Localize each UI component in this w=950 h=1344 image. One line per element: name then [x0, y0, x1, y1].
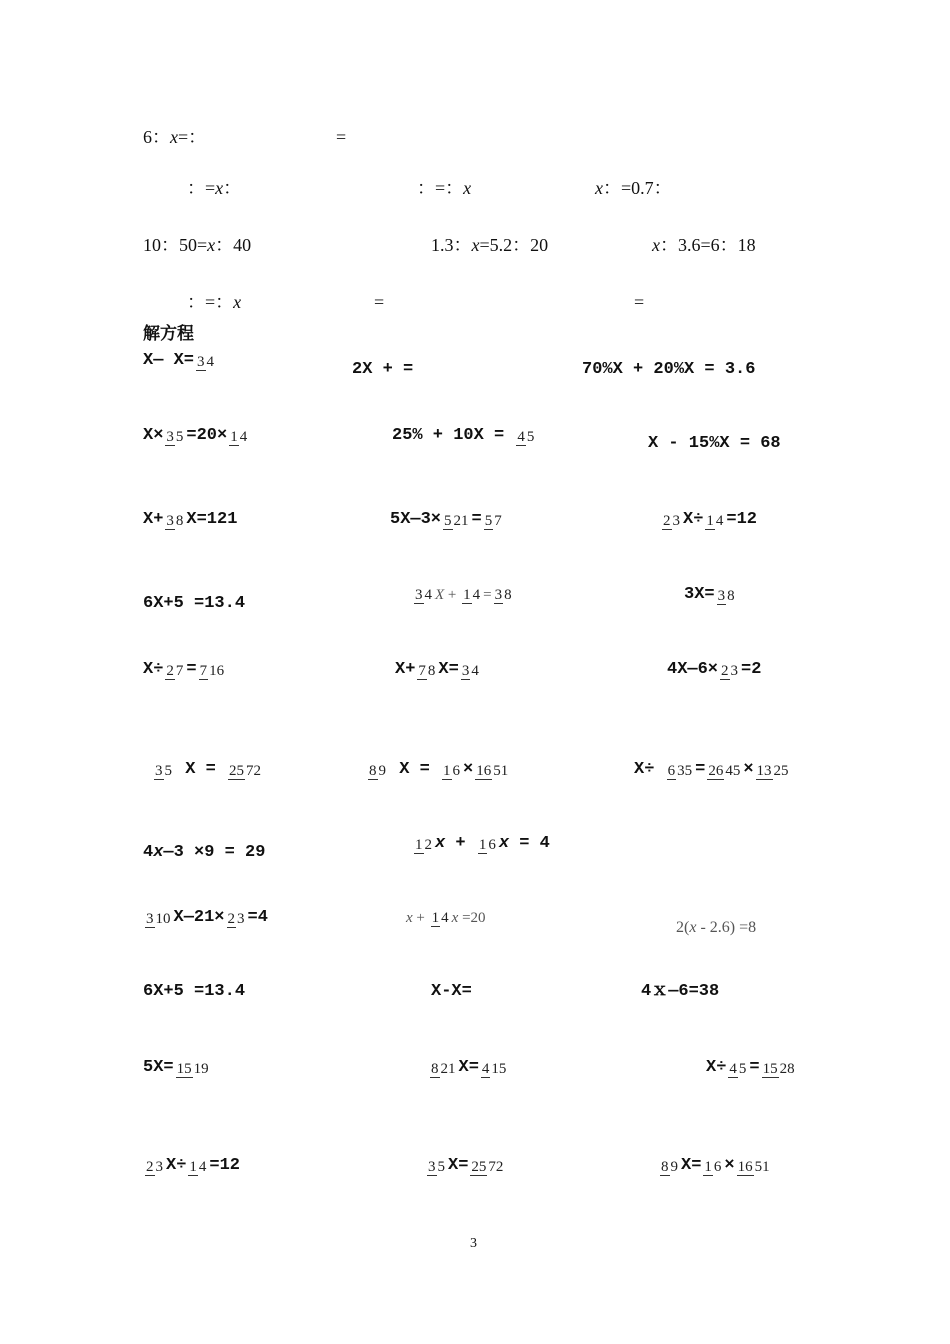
equation: X— X= 3 4	[143, 351, 215, 370]
ratio-equation: x：3.6=6：18	[652, 235, 756, 255]
equation: X+ 3 8 X=121	[143, 510, 238, 529]
ratio-equation: =	[374, 292, 385, 312]
ratio-equation: 6：x=：	[143, 127, 207, 147]
equation: 3 10 X—21× 2 3 =4	[146, 908, 268, 927]
ratio-equation: =	[336, 127, 347, 147]
equation: 8 9 X = 1 6 × 16 51	[369, 760, 509, 779]
equation: 8 21 X= 4 15	[431, 1058, 507, 1077]
equation: 4ｘ—6=38	[641, 982, 720, 1001]
equation: X+ 7 8 X= 3 4	[395, 660, 479, 679]
equation: X-X=	[431, 982, 472, 1001]
ratio-equation: 10：50=x：40	[143, 235, 252, 255]
equation: 4x—3 ×9 = 29	[143, 843, 266, 862]
equation: X÷ 6 35 = 26 45 × 13 25	[634, 760, 789, 779]
equation: 6X+5 =13.4	[143, 982, 246, 1001]
equation: 3 5 X= 25 72	[428, 1156, 504, 1175]
page-number: 3	[470, 1236, 477, 1251]
section-heading: 解方程	[143, 324, 194, 344]
ratio-equation: ：=x：	[187, 178, 242, 198]
ratio-equation: 1.3：x=5.2：20	[431, 235, 549, 255]
ratio-equation: x：=0.7：	[595, 178, 672, 198]
equation: 4X—6× 2 3 =2	[667, 660, 762, 679]
equation: 8 9 X= 1 6 × 16 51	[661, 1156, 770, 1175]
ratio-equation: ：=：x	[417, 178, 472, 198]
equation: X÷ 2 7 = 7 16	[143, 660, 225, 679]
equation: 2X + =	[352, 360, 414, 379]
equation: 3X= 3 8	[684, 585, 735, 604]
equation: 5X= 15 19	[143, 1058, 209, 1077]
equation: 5X—3× 5 21 = 5 7	[390, 510, 502, 529]
equation: X× 3 5 =20× 1 4	[143, 426, 248, 445]
equation: 70%X + 20%X = 3.6	[582, 360, 756, 379]
equation: x + 1 4 x =20	[406, 910, 486, 926]
ratio-equation: ：=：x	[187, 292, 242, 312]
equation: 2(x - 2.6) =8	[676, 919, 757, 936]
equation: X - 15%X = 68	[648, 434, 781, 453]
equation: 25% + 10X = 4 5	[392, 426, 535, 445]
equation: 1 2 x + 1 6 x = 4	[415, 834, 550, 853]
equation: 6X+5 =13.4	[143, 594, 246, 613]
ratio-equation: =	[634, 292, 645, 312]
equation: 3 5 X = 25 72	[155, 760, 262, 779]
equation: 2 3 X÷ 1 4 =12	[146, 1156, 241, 1175]
equation: X÷ 4 5 = 15 28	[706, 1058, 795, 1077]
equation: 3 4 X + 1 4 = 3 8	[415, 587, 512, 603]
equation: 2 3 X÷ 1 4 =12	[663, 510, 758, 529]
